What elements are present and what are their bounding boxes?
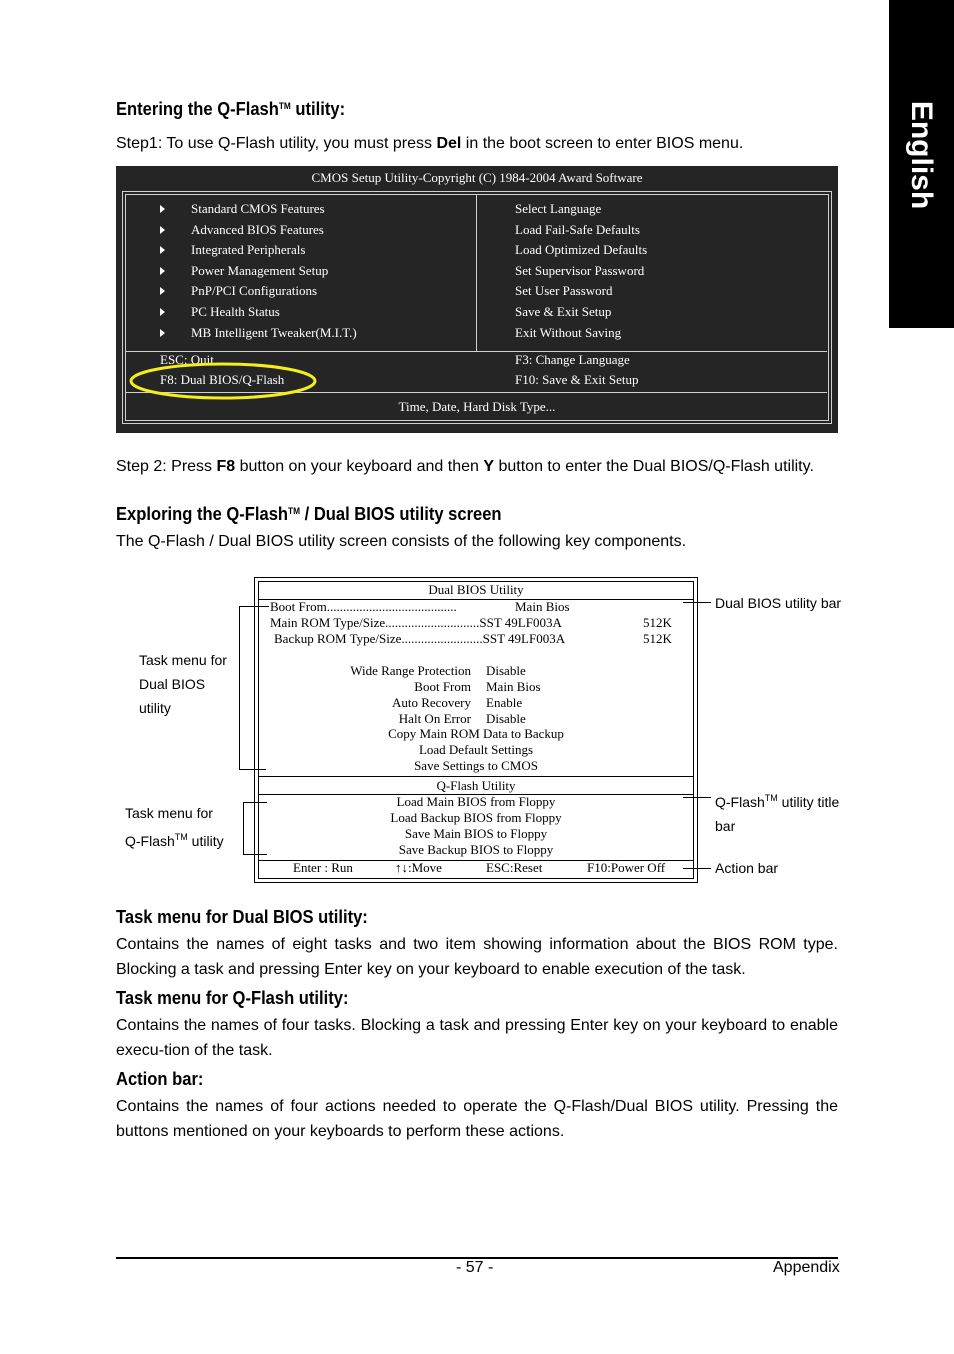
bios-menu-item[interactable]: Integrated Peripherals [191, 242, 306, 258]
qflash-task[interactable]: Save Backup BIOS to Floppy [398, 842, 554, 857]
desc-heading-action: Action bar: [116, 1069, 204, 1089]
dual-bios-task[interactable]: Save Settings to CMOS [414, 758, 538, 773]
section-heading-exploring: Exploring the Q-Flash™ / Dual BIOS utility screen [116, 504, 502, 524]
bracket-qflash-tasks [243, 802, 244, 854]
bios-menu-item[interactable]: Exit Without Saving [515, 324, 622, 340]
dual-bios-task[interactable]: Copy Main ROM Data to Backup [388, 726, 564, 741]
setting-value: Main Bios [486, 679, 541, 694]
backup-rom-type: Backup ROM Type/Size.........................SST 49LF003A [274, 631, 566, 646]
boot-from-label: Boot From........................................ [270, 599, 457, 614]
qflash-task[interactable]: Load Main BIOS from Floppy [396, 794, 556, 809]
action-enter-run: Enter : Run [293, 860, 353, 875]
status-line: Time, Date, Hard Disk Type... [398, 399, 556, 414]
qflash-title: Q-Flash Utility [436, 778, 516, 793]
callout-task-menu-qflash: Task menu for Q-Flash™ utility [125, 805, 224, 849]
main-rom-size: 512K [643, 615, 672, 630]
bios-menu-item[interactable]: Load Fail-Safe Defaults [515, 221, 640, 237]
qflash-task[interactable]: Save Main BIOS to Floppy [404, 826, 548, 841]
dual-bios-title: Dual BIOS Utility [428, 582, 524, 597]
bios-menu-item[interactable]: MB Intelligent Tweaker(M.I.T.) [191, 324, 357, 340]
action-esc-reset: ESC:Reset [486, 860, 543, 875]
dual-bios-task[interactable]: Load Default Settings [418, 742, 534, 757]
callout-task-menu-dual: Task menu for Dual BIOS utility [139, 652, 227, 716]
setting-value: Enable [486, 695, 523, 710]
step1-text: Step1: To use Q-Flash utility, you must press Del in the boot screen to enter BIOS menu. [116, 135, 744, 152]
qflash-task[interactable]: Load Backup BIOS from Floppy [390, 810, 562, 825]
setting-value: Disable [486, 663, 526, 678]
callout-action-bar: Action bar [715, 860, 779, 876]
footer-section: Appendix [773, 1259, 840, 1276]
language-tab [889, 0, 954, 328]
action-move: ↑↓:Move [395, 860, 442, 875]
bios-menu-item[interactable]: PnP/PCI Configurations [191, 283, 318, 299]
callout-qflash-title-bar: Q-Flash™ utility title bar [715, 793, 840, 834]
bios-menu-item[interactable]: Load Optimized Defaults [515, 242, 648, 258]
setting-label[interactable]: Auto Recovery [391, 695, 471, 710]
bios-menu-item[interactable]: PC Health Status [191, 304, 280, 319]
section-heading-entering: Entering the Q-Flash™ utility: [116, 99, 346, 119]
cmos-title: CMOS Setup Utility-Copyright (C) 1984-2004 Award Software [311, 170, 643, 185]
key-f8-dual-bios: F8: Dual BIOS/Q-Flash [160, 372, 285, 387]
language-tab-label: English [905, 100, 938, 210]
action-f10-power-off: F10:Power Off [587, 860, 666, 875]
cmos-setup-screen [116, 166, 838, 433]
backup-rom-size: 512K [643, 631, 672, 646]
key-esc-quit: ESC: Quit [160, 352, 214, 367]
boot-from-value: Main Bios [515, 599, 570, 614]
desc-text-action: Contains the names of four actions needed to operate the Q-Flash/Dual BIOS utility. Pressing the buttons mentioned on your keyboards to perform these actions. [116, 1098, 838, 1140]
dual-bios-screen [254, 577, 698, 883]
desc-heading-qflash: Task menu for Q-Flash utility: [116, 988, 349, 1008]
main-rom-type: Main ROM Type/Size.............................SST 49LF003A [270, 615, 562, 630]
desc-heading-dual: Task menu for Dual BIOS utility: [116, 907, 368, 927]
key-f10-save: F10: Save & Exit Setup [515, 372, 639, 387]
desc-text-qflash: Contains the names of four tasks. Blocking a task and pressing Enter key on your keyboard to enable execu-tion of the task. [116, 1017, 838, 1059]
bios-menu-item[interactable]: Advanced BIOS Features [191, 221, 324, 237]
callout-dual-bios-bar: Dual BIOS utility bar [715, 595, 842, 611]
f8-highlight-ellipse [116, 166, 838, 433]
bios-menu-item[interactable]: Set Supervisor Password [515, 262, 645, 278]
bios-menu-item[interactable]: Select Language [515, 201, 602, 216]
setting-label[interactable]: Boot From [414, 679, 471, 694]
page-number: - 57 - [456, 1259, 494, 1276]
bios-menu-item[interactable]: Power Management Setup [191, 262, 329, 278]
bios-menu-item[interactable]: Standard CMOS Features [191, 201, 325, 216]
setting-label[interactable]: Wide Range Protection [350, 663, 471, 678]
bios-menu-item[interactable]: Save & Exit Setup [515, 304, 612, 319]
exploring-intro: The Q-Flash / Dual BIOS utility screen consists of the following key components. [116, 533, 687, 550]
desc-text-dual: Contains the names of eight tasks and two item showing information about the BIOS ROM type. Blocking a task and pressing Enter key on your keyboard to enable execution of the task. [116, 936, 838, 978]
key-f3-language: F3: Change Language [515, 352, 630, 367]
setting-label[interactable]: Halt On Error [398, 711, 471, 726]
setting-value: Disable [486, 711, 526, 726]
bracket-dual-tasks [239, 606, 240, 769]
bios-menu-item[interactable]: Set User Password [515, 283, 613, 299]
step2-text: Step 2: Press F8 button on your keyboard and then Y button to enter the Dual BIOS/Q-Flash utility. [116, 458, 814, 475]
